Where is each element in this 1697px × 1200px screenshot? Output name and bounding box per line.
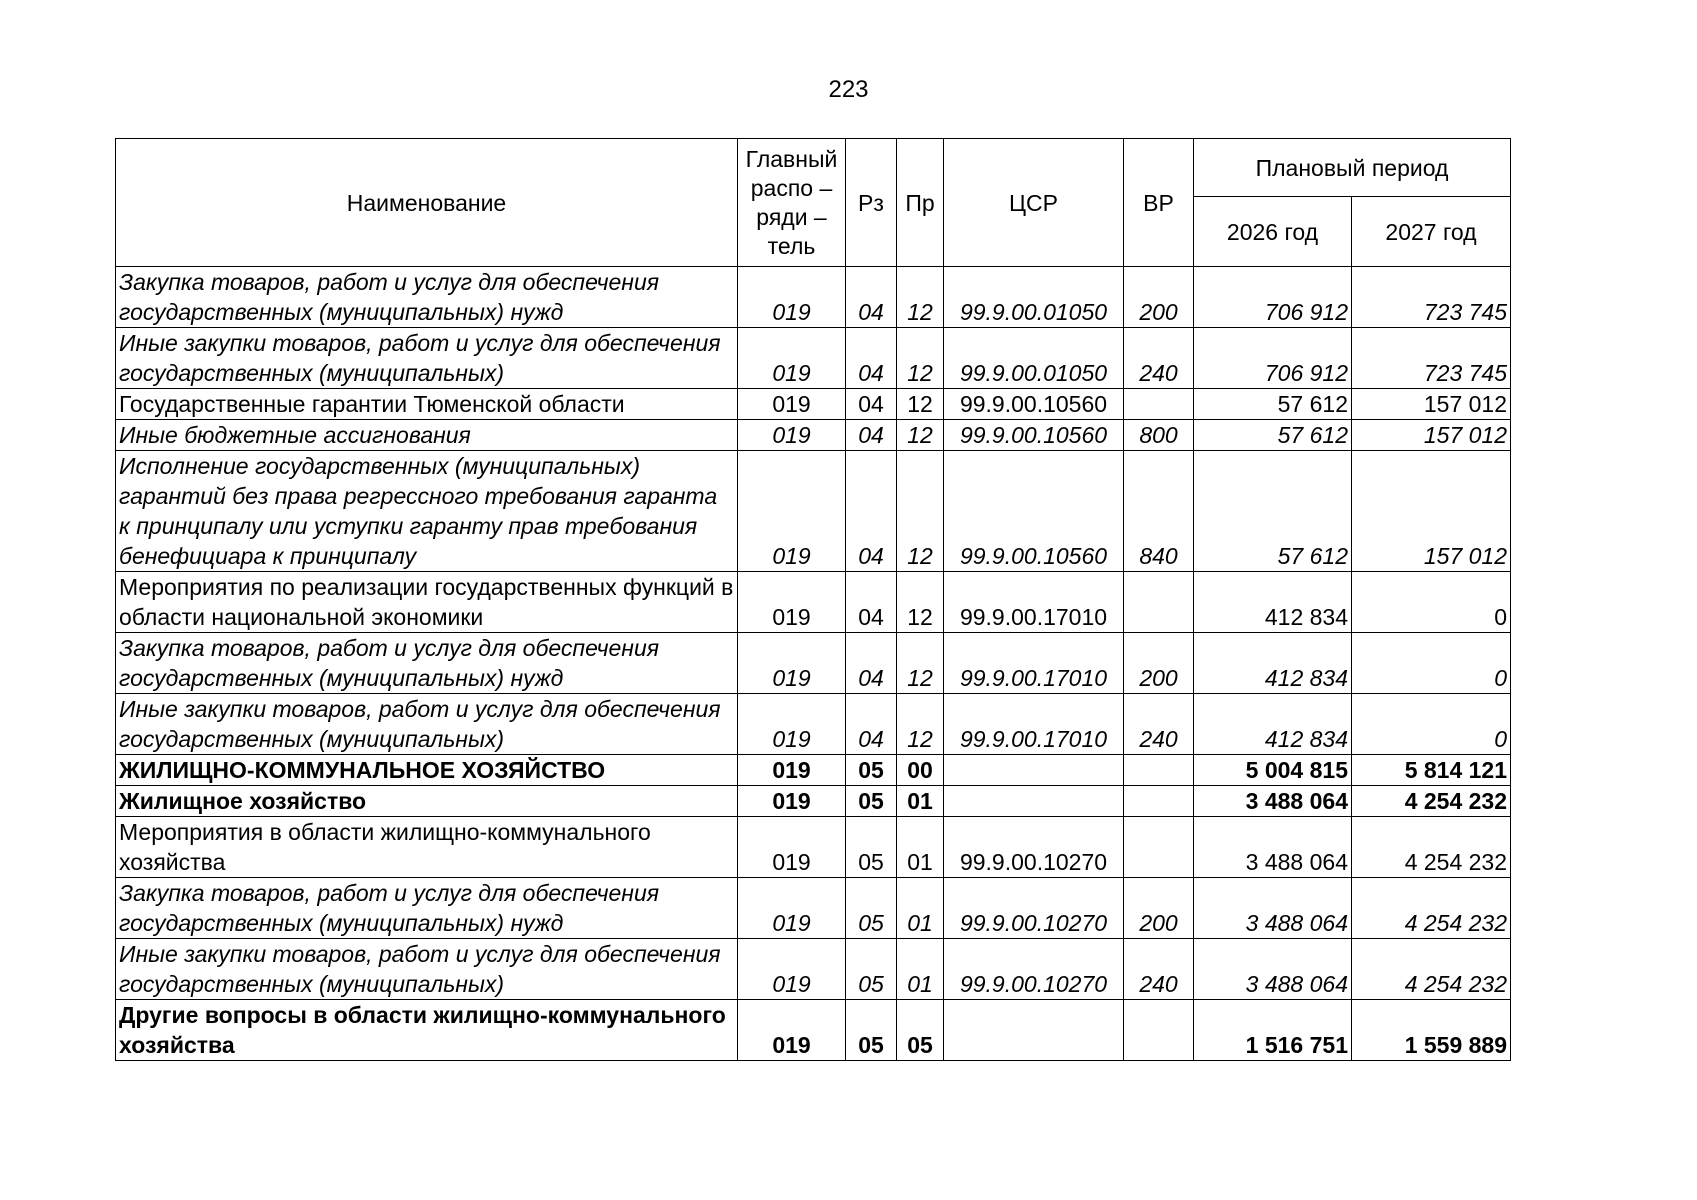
- cell-grbs: 019: [738, 786, 846, 817]
- cell-pr: 00: [897, 755, 944, 786]
- cell-pr: 12: [897, 267, 944, 328]
- cell-vr: [1124, 389, 1194, 420]
- table-row: [116, 1000, 1511, 1061]
- cell-rz: 04: [846, 633, 897, 694]
- cell-2026: 3 488 064: [1194, 878, 1352, 939]
- cell-name: Другие вопросы в области жилищно-коммунального хозяйства: [116, 1000, 738, 1061]
- cell-pr: 01: [897, 878, 944, 939]
- cell-name: Иные закупки товаров, работ и услуг для обеспечения государственных (муниципальных): [116, 939, 738, 1000]
- header-planned-period: Плановый период: [1194, 139, 1511, 197]
- cell-2027: 4 254 232: [1352, 878, 1511, 939]
- cell-name: Мероприятия по реализации государственных функций в области национальной экономики: [116, 572, 738, 633]
- cell-vr: 840: [1124, 451, 1194, 572]
- cell-vr: [1124, 817, 1194, 878]
- cell-grbs: 019: [738, 451, 846, 572]
- cell-pr: 01: [897, 817, 944, 878]
- cell-csr: 99.9.00.10560: [944, 451, 1124, 572]
- cell-csr: 99.9.00.17010: [944, 694, 1124, 755]
- header-vr: ВР: [1124, 139, 1194, 267]
- table-row: [116, 420, 1511, 451]
- cell-vr: 200: [1124, 633, 1194, 694]
- cell-name: Исполнение государственных (муниципальных) гарантий без права регрессного требования гаранта к принципалу или уступки гаранту прав требования бенефициара к принципалу: [116, 451, 738, 572]
- cell-2027: 4 254 232: [1352, 786, 1511, 817]
- cell-name: Закупка товаров, работ и услуг для обеспечения государственных (муниципальных) нужд: [116, 267, 738, 328]
- cell-vr: [1124, 755, 1194, 786]
- cell-csr: 99.9.00.01050: [944, 328, 1124, 389]
- cell-name: Жилищное хозяйство: [116, 786, 738, 817]
- cell-2027: 723 745: [1352, 267, 1511, 328]
- cell-rz: 04: [846, 572, 897, 633]
- cell-grbs: 019: [738, 633, 846, 694]
- cell-csr: [944, 786, 1124, 817]
- cell-rz: 05: [846, 878, 897, 939]
- header-year-2027: 2027 год: [1352, 197, 1511, 267]
- cell-2027: 0: [1352, 633, 1511, 694]
- cell-vr: [1124, 1000, 1194, 1061]
- cell-2027: 5 814 121: [1352, 755, 1511, 786]
- cell-pr: 12: [897, 451, 944, 572]
- cell-2027: 157 012: [1352, 451, 1511, 572]
- cell-2027: 723 745: [1352, 328, 1511, 389]
- cell-vr: 240: [1124, 328, 1194, 389]
- cell-grbs: 019: [738, 420, 846, 451]
- cell-vr: [1124, 786, 1194, 817]
- cell-2027: 157 012: [1352, 389, 1511, 420]
- cell-rz: 04: [846, 328, 897, 389]
- table-row: [116, 755, 1511, 786]
- cell-pr: 12: [897, 572, 944, 633]
- cell-csr: 99.9.00.17010: [944, 633, 1124, 694]
- cell-grbs: 019: [738, 572, 846, 633]
- table-row: [116, 878, 1511, 939]
- cell-pr: 12: [897, 328, 944, 389]
- cell-grbs: 019: [738, 694, 846, 755]
- cell-name: Иные закупки товаров, работ и услуг для обеспечения государственных (муниципальных): [116, 694, 738, 755]
- table-row: [116, 939, 1511, 1000]
- table-row: [116, 633, 1511, 694]
- cell-grbs: 019: [738, 1000, 846, 1061]
- cell-csr: 99.9.00.10560: [944, 389, 1124, 420]
- budget-table: [115, 138, 1511, 1061]
- cell-vr: 240: [1124, 939, 1194, 1000]
- table-row: [116, 328, 1511, 389]
- cell-name: Закупка товаров, работ и услуг для обеспечения государственных (муниципальных) нужд: [116, 633, 738, 694]
- cell-rz: 05: [846, 939, 897, 1000]
- cell-rz: 04: [846, 451, 897, 572]
- cell-2026: 57 612: [1194, 451, 1352, 572]
- table-row: [116, 817, 1511, 878]
- table-row: [116, 786, 1511, 817]
- cell-csr: 99.9.00.10270: [944, 939, 1124, 1000]
- cell-2027: 157 012: [1352, 420, 1511, 451]
- cell-2026: 3 488 064: [1194, 786, 1352, 817]
- table-row: [116, 694, 1511, 755]
- cell-name: Иные закупки товаров, работ и услуг для обеспечения государственных (муниципальных): [116, 328, 738, 389]
- cell-csr: 99.9.00.10560: [944, 420, 1124, 451]
- cell-2027: 4 254 232: [1352, 939, 1511, 1000]
- cell-vr: 200: [1124, 878, 1194, 939]
- cell-grbs: 019: [738, 878, 846, 939]
- cell-2026: 1 516 751: [1194, 1000, 1352, 1061]
- cell-name: Государственные гарантии Тюменской области: [116, 389, 738, 420]
- cell-2026: 3 488 064: [1194, 939, 1352, 1000]
- cell-2026: 5 004 815: [1194, 755, 1352, 786]
- cell-rz: 04: [846, 694, 897, 755]
- cell-csr: 99.9.00.10270: [944, 817, 1124, 878]
- table-row: [116, 451, 1511, 572]
- cell-2027: 0: [1352, 694, 1511, 755]
- header-csr: ЦСР: [944, 139, 1124, 267]
- cell-2026: 57 612: [1194, 420, 1352, 451]
- cell-rz: 04: [846, 389, 897, 420]
- cell-rz: 05: [846, 786, 897, 817]
- cell-2027: 0: [1352, 572, 1511, 633]
- cell-grbs: 019: [738, 389, 846, 420]
- cell-2026: 706 912: [1194, 267, 1352, 328]
- cell-2027: 1 559 889: [1352, 1000, 1511, 1061]
- table-row: [116, 572, 1511, 633]
- header-rz: Рз: [846, 139, 897, 267]
- cell-pr: 01: [897, 939, 944, 1000]
- cell-csr: [944, 755, 1124, 786]
- cell-2027: 4 254 232: [1352, 817, 1511, 878]
- cell-csr: 99.9.00.17010: [944, 572, 1124, 633]
- cell-grbs: 019: [738, 939, 846, 1000]
- table-row: [116, 267, 1511, 328]
- cell-2026: 3 488 064: [1194, 817, 1352, 878]
- table-row: [116, 389, 1511, 420]
- cell-rz: 05: [846, 817, 897, 878]
- cell-pr: 05: [897, 1000, 944, 1061]
- page-number: 223: [828, 76, 869, 103]
- cell-vr: 200: [1124, 267, 1194, 328]
- cell-rz: 04: [846, 420, 897, 451]
- cell-csr: [944, 1000, 1124, 1061]
- cell-rz: 04: [846, 267, 897, 328]
- cell-pr: 01: [897, 786, 944, 817]
- cell-2026: 412 834: [1194, 572, 1352, 633]
- cell-grbs: 019: [738, 267, 846, 328]
- cell-name: Иные бюджетные ассигнования: [116, 420, 738, 451]
- cell-pr: 12: [897, 389, 944, 420]
- cell-csr: 99.9.00.10270: [944, 878, 1124, 939]
- header-pr: Пр: [897, 139, 944, 267]
- header-year-2026: 2026 год: [1194, 197, 1352, 267]
- cell-vr: [1124, 572, 1194, 633]
- cell-2026: 57 612: [1194, 389, 1352, 420]
- header-grbs: Главный распо – ряди – тель: [738, 139, 846, 267]
- cell-name: Мероприятия в области жилищно-коммунального хозяйства: [116, 817, 738, 878]
- table-body: [116, 267, 1511, 1061]
- cell-vr: 800: [1124, 420, 1194, 451]
- cell-grbs: 019: [738, 755, 846, 786]
- cell-2026: 706 912: [1194, 328, 1352, 389]
- cell-rz: 05: [846, 755, 897, 786]
- cell-2026: 412 834: [1194, 633, 1352, 694]
- cell-grbs: 019: [738, 817, 846, 878]
- cell-pr: 12: [897, 633, 944, 694]
- cell-vr: 240: [1124, 694, 1194, 755]
- cell-grbs: 019: [738, 328, 846, 389]
- cell-name: Закупка товаров, работ и услуг для обеспечения государственных (муниципальных) нужд: [116, 878, 738, 939]
- cell-pr: 12: [897, 694, 944, 755]
- cell-2026: 412 834: [1194, 694, 1352, 755]
- cell-rz: 05: [846, 1000, 897, 1061]
- cell-csr: 99.9.00.01050: [944, 267, 1124, 328]
- cell-name: ЖИЛИЩНО-КОММУНАЛЬНОЕ ХОЗЯЙСТВО: [116, 755, 738, 786]
- cell-pr: 12: [897, 420, 944, 451]
- header-name: Наименование: [116, 139, 738, 267]
